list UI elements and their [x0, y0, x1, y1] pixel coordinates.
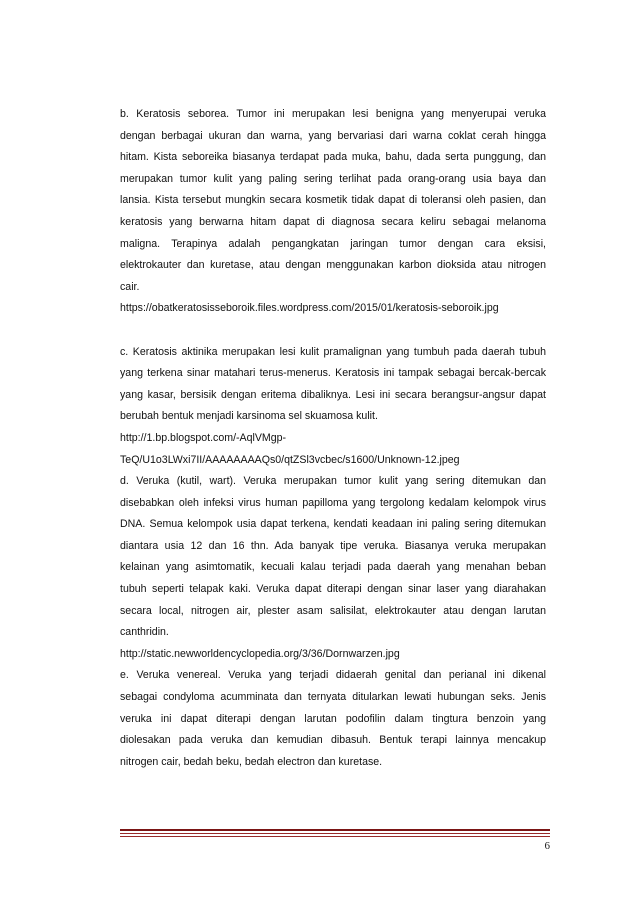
- text-line: sebagai condyloma acumminata dan ternyata ditularkan lewati hubungan seks. Jenis: [120, 691, 546, 704]
- text-line: dengan berbagai ukuran dan warna, yang bervariasi dari warna coklat cerah hingga: [120, 129, 546, 142]
- text-line: canthridin.: [120, 626, 169, 639]
- footer-rule: [120, 836, 550, 837]
- paragraph-keratosis-seborea: [120, 104, 546, 320]
- text-line: diantara usia 12 dan 16 thn. Ada banyak tipe veruka. Biasanya veruka merupakan: [120, 539, 546, 552]
- text-line: tubuh seperti telapak kaki. Veruka dapat diterapi dengan sinar laser yang diarahakan: [120, 583, 546, 596]
- text-line: elektrokauter dan kuretase, atau dengan menggunakan karbon dioksida atau nitrogen: [120, 259, 546, 272]
- paragraph-veruka: [120, 471, 546, 665]
- text-line: DNA. Semua kelompok usia dapat terkena, kendati keadaan ini paling sering ditemukan: [120, 518, 546, 531]
- text-line: c. Keratosis aktinika merupakan lesi kulit pramalignan yang tumbuh pada daerah tubuh: [120, 345, 546, 358]
- text-line: merupakan tumor kulit yang paling sering terlihat pada orang-orang usia baya dan: [120, 172, 546, 185]
- source-url: TeQ/U1o3LWxi7II/AAAAAAAAQs0/qtZSl3vcbec/s1600/Unknown-12.jpeg: [120, 453, 460, 466]
- text-line: berubah bentuk menjadi karsinoma sel skuamosa kulit.: [120, 410, 378, 423]
- text-line: veruka ini dapat diterapi dengan larutan podofilin dalam tingtura benzoin yang: [120, 712, 546, 725]
- text-line: cair.: [120, 280, 140, 293]
- footer-rule: [120, 829, 550, 831]
- text-line: d. Veruka (kutil, wart). Veruka merupakan tumor kulit yang sering ditemukan dan: [120, 475, 546, 488]
- page-number: 6: [544, 840, 550, 852]
- text-line: lansia. Kista tersebut mungkin secara kosmetik tidak dapat di toleransi oleh pasien, dan: [120, 194, 546, 207]
- document-body: [120, 104, 546, 773]
- text-line: secara local, nitrogen air, plester asam salisilat, elektrokauter atau dengan larutan: [120, 604, 546, 617]
- text-line: keratosis yang berwarna hitam dapat di diagnosa secara keliru sebagai melanoma: [120, 215, 546, 228]
- text-line: maligna. Terapinya adalah pengangkatan jaringan tumor dengan cara eksisi,: [120, 237, 546, 250]
- text-line: disebabkan oleh infeksi virus human papilloma yang tergolong kedalam kelompok virus: [120, 496, 546, 509]
- text-line: yang terkena sinar matahari terus-menerus. Keratosis ini tampak sebagai bercak-bercak: [120, 367, 546, 380]
- footer-rule: [120, 833, 550, 834]
- text-line: hitam. Kista seboreika biasanya terdapat pada muka, bahu, dada serta punggung, dan: [120, 151, 546, 164]
- source-url: http://static.newworldencyclopedia.org/3/36/Dornwarzen.jpg: [120, 647, 400, 660]
- text-line: kelainan yang asimtomatik, kecuali kalau terjadi pada daerah yang menahan beban: [120, 561, 546, 574]
- paragraph-spacer: [120, 320, 546, 342]
- text-line: nitrogen cair, bedah beku, bedah electron dan kuretase.: [120, 755, 383, 768]
- paragraph-veruka-venereal: [120, 665, 546, 773]
- text-line: e. Veruka venereal. Veruka yang terjadi didaerah genital dan perianal ini dikenal: [120, 669, 546, 682]
- text-line: b. Keratosis seborea. Tumor ini merupakan lesi benigna yang menyerupai veruka: [120, 108, 546, 120]
- paragraph-keratosis-aktinika: [120, 342, 546, 472]
- source-url: https://obatkeratosisseboroik.files.wordpress.com/2015/01/keratosis-seboroik.jpg: [120, 302, 499, 315]
- source-url: http://1.bp.blogspot.com/-AqlVMgp-: [120, 431, 287, 444]
- text-line: yang kasar, bersisik dengan eritema dibaliknya. Lesi ini secara berangsur-angsur dapat: [120, 388, 546, 401]
- text-line: diolesakan pada veruka dan kemudian dibasuh. Bentuk terapi lainnya mencakup: [120, 734, 546, 747]
